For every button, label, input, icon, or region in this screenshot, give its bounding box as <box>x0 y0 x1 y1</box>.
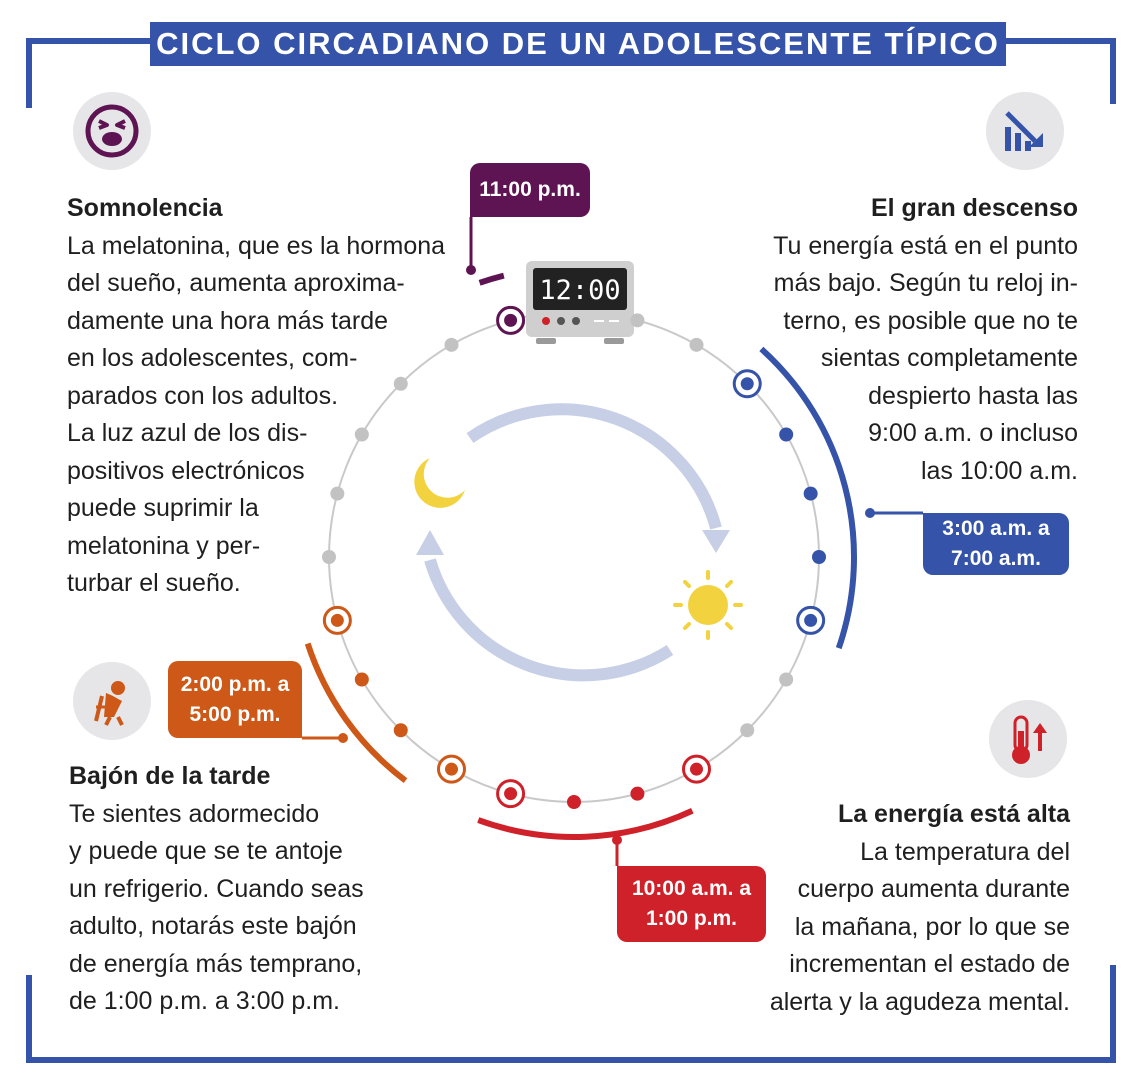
dot-night-ringed <box>498 307 524 333</box>
dot-midday <box>630 787 644 801</box>
somnolencia-section <box>67 190 467 603</box>
arc-night <box>480 276 504 283</box>
page-title: CICLO CIRCADIANO DE UN ADOLESCENTE TÍPICO <box>150 22 1006 66</box>
downward-trend-icon <box>995 101 1055 161</box>
yawning-face-icon <box>82 101 142 161</box>
somnolencia-icon-circle <box>73 92 151 170</box>
dot-midday-ringed <box>684 756 710 782</box>
dot-neutral <box>690 338 704 352</box>
leader-midday <box>612 835 622 866</box>
descenso-icon-circle <box>986 92 1064 170</box>
bajon-icon-circle <box>73 662 151 740</box>
energia-icon-circle <box>989 700 1067 778</box>
thermometer-up-icon <box>998 709 1058 769</box>
alarm-clock-icon <box>526 261 634 344</box>
dot-neutral <box>630 313 644 327</box>
time-tag-night: 11:00 p.m. <box>470 163 590 217</box>
tired-person-icon <box>82 671 142 731</box>
leader-night <box>466 217 476 275</box>
dot-afternoon <box>355 673 369 687</box>
dot-neutral <box>740 723 754 737</box>
dot-morning <box>812 550 826 564</box>
dot-afternoon-ringed <box>439 756 465 782</box>
dot-neutral <box>779 673 793 687</box>
arc-midday <box>478 811 692 837</box>
sun-icon <box>675 572 741 638</box>
descenso-heading: El gran descenso <box>870 194 1078 222</box>
clock-display: 12:00 <box>539 275 621 306</box>
time-tag-midday: 10:00 a.m. a 1:00 p.m. <box>617 866 766 942</box>
bajon-section <box>69 758 389 1021</box>
somnolencia-body: La melatonina, que es la hormona del sueño, aumenta aproxima- damente una hora más tarde en los adolescentes, com- parados con los adultos. La luz azul de los dis- positivos electrónicos puede suprimir la melatonina y per- turbar el sueño. <box>67 231 446 597</box>
leader-morning <box>865 508 923 518</box>
energia-body: La temperatura del cuerpo aumenta durante la mañana, por lo que se incrementan el estado de alerta y la agudeza mental. <box>769 837 1070 1016</box>
leader-afternoon <box>302 733 348 743</box>
dot-morning-ringed <box>798 607 824 633</box>
somnolencia-heading: Somnolencia <box>67 194 223 222</box>
dot-midday <box>567 795 581 809</box>
cycle-arrow-top <box>470 409 716 528</box>
descenso-section <box>740 190 1078 490</box>
dot-afternoon <box>394 723 408 737</box>
energia-heading: La energía está alta <box>837 800 1070 828</box>
descenso-body: Tu energía está en el punto más bajo. Según tu reloj in- terno, es posible que no te sientas completamente despierto hasta las 9:00 a.m. o incluso las 10:00 a.m. <box>773 231 1078 485</box>
time-tag-morning: 3:00 a.m. a 7:00 a.m. <box>923 513 1069 575</box>
time-tag-afternoon: 2:00 p.m. a 5:00 p.m. <box>168 661 302 738</box>
bajon-heading: Bajón de la tarde <box>69 762 271 790</box>
cycle-arrowhead-right <box>702 530 730 553</box>
energia-section <box>740 796 1070 1021</box>
dot-afternoon-ringed <box>324 607 350 633</box>
bajon-body: Te sientes adormecido y puede que se te antoje un refrigerio. Cuando seas adulto, notarás este bajón de energía más temprano, de 1:00 p.m. a 3:00 p.m. <box>69 799 364 1015</box>
dot-midday-ringed <box>498 781 524 807</box>
